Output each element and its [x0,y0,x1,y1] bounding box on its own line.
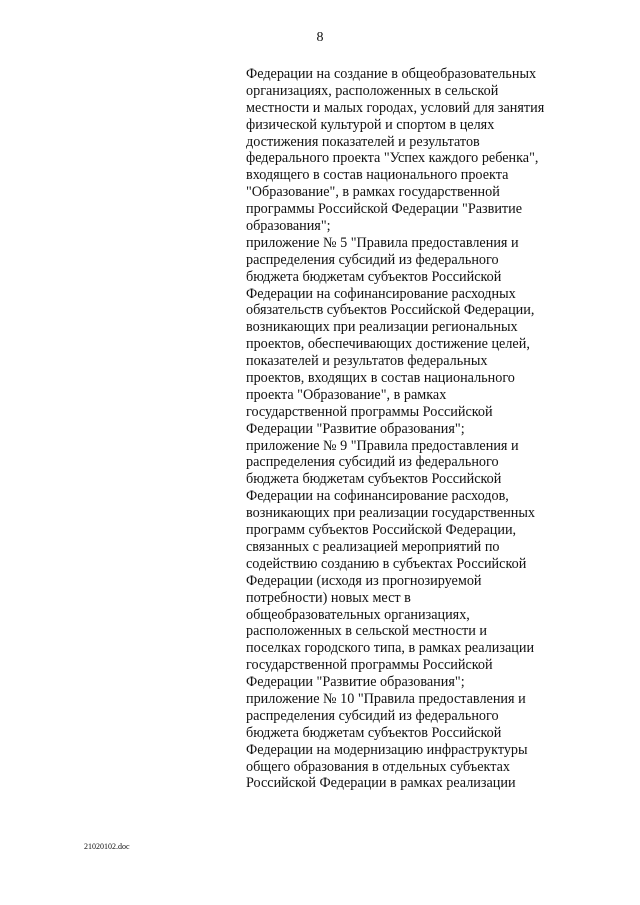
text-line: организациях, расположенных в сельской [246,82,499,99]
text-line: возникающих при реализации государственных [246,505,535,522]
text-line: "Образование", в рамках государственной [246,184,500,201]
text-line: расположенных в сельской местности и [246,623,487,640]
text-line: бюджета бюджетам субъектов Российской [246,471,502,488]
text-line: бюджета бюджетам субъектов Российской [246,268,502,285]
text-line: достижения показателей и результатов [246,133,480,150]
text-line: проектов, входящих в состав национального [246,370,515,387]
text-line: Федерации на софинансирование расходов, [246,488,509,505]
text-line: Федерации на модернизацию инфраструктуры [246,741,528,758]
text-line: Федерации (исходя из прогнозируемой [246,572,482,589]
text-line: бюджета бюджетам субъектов Российской [246,724,502,741]
text-line: потребности) новых мест в [246,589,411,606]
text-line: общего образования в отдельных субъектах [246,758,511,775]
text-line: Российской Федерации в рамках реализации [246,775,516,792]
text-line: распределения субсидий из федерального [246,251,499,268]
text-line: общеобразовательных организациях, [246,606,470,623]
footer-filename: 21020102.doc [84,842,130,851]
text-line: показателей и результатов федеральных [246,353,488,370]
text-line: содействию созданию в субъектах Российской [246,555,527,572]
text-line: Федерации "Развитие образования"; [246,420,465,437]
text-line: приложение № 5 "Правила предоставления и [246,234,519,251]
text-line: распределения субсидий из федерального [246,454,499,471]
text-line: возникающих при реализации региональных [246,319,518,336]
text-line: Федерации на создание в общеобразовательных [246,66,537,82]
text-line: входящего в состав национального проекта [246,167,509,184]
text-line: программ субъектов Российской Федерации, [246,522,517,539]
text-line: физической культурой и спортом в целях [246,116,495,133]
text-line: проекта "Образование", в рамках [246,386,447,403]
text-line: Федерации на софинансирование расходных [246,285,516,302]
text-line: местности и малых городах, условий для занятия [246,99,545,116]
text-line: приложение № 10 "Правила предоставления и [246,690,526,707]
text-line: поселках городского типа, в рамках реализации [246,640,535,657]
page-number: 8 [316,30,324,45]
text-line: приложение № 9 "Правила предоставления и [246,437,519,454]
body-text [246,66,576,792]
text-line: государственной программы Российской [246,657,493,674]
text-line: образования"; [246,218,331,235]
text-line: федерального проекта "Успех каждого ребенка", [246,150,539,167]
text-line: Федерации "Развитие образования"; [246,674,465,691]
text-line: распределения субсидий из федерального [246,707,499,724]
text-line: проектов, обеспечивающих достижение целей, [246,336,530,353]
text-line: обязательств субъектов Российской Федерации, [246,302,535,319]
text-line: связанных с реализацией мероприятий по [246,538,500,555]
text-line: программы Российской Федерации "Развитие [246,201,523,218]
text-line: государственной программы Российской [246,403,493,420]
